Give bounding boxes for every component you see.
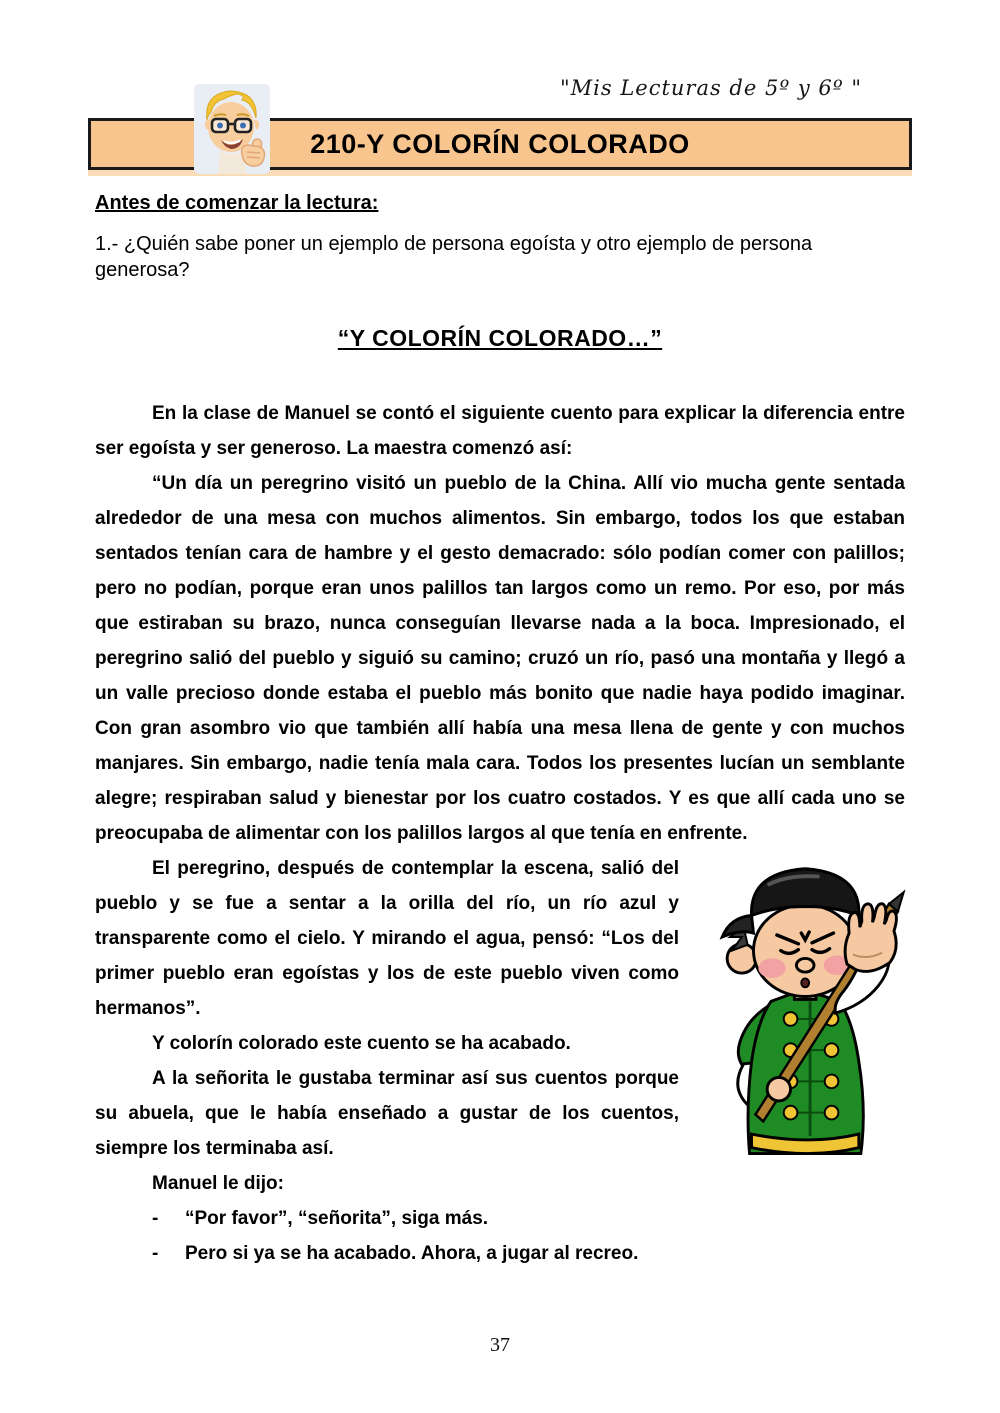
lesson-title: 210-Y COLORÍN COLORADO bbox=[310, 128, 690, 159]
dialogue-line: - “Por favor”, “señorita”, siga más. bbox=[95, 1201, 905, 1236]
pre-reading-heading: Antes de comenzar la lectura: bbox=[95, 192, 379, 214]
pre-reading-question: 1.- ¿Quién sabe poner un ejemplo de persona egoísta y otro ejemplo de persona generosa? bbox=[95, 233, 813, 281]
dialogue-line: - Pero si ya se ha acabado. Ahora, a jugar al recreo. bbox=[95, 1236, 905, 1271]
page-content bbox=[95, 192, 905, 1271]
story-paragraph: En la clase de Manuel se contó el siguiente cuento para explicar la diferencia entre ser egoísta y ser generoso. La maestra comenzó así: bbox=[95, 403, 905, 459]
story-paragraph: El peregrino, después de contemplar la escena, salió del pueblo y se fue a sentar a la orilla del río, un río azul y transparente como el cielo. Y mirando el agua, pensó: “Los del primer pueblo eran egoístas y los de este pueblo viven como hermanos”. bbox=[95, 858, 679, 1019]
story-paragraph: “Un día un peregrino visitó un pueblo de la China. Allí vio mucha gente sentada alrededor de una mesa con muchos alimentos. Sin embargo, todos los que estaban sentados tenían cara de hambre y el gesto demacrado: sólo podían comer con palillos; pero no podían, porque eran unos palillos tan largos como un remo. Por eso, por más que estiraban su brazo, nunca conseguían llevarse nada a la boca. Impresionado, el peregrino salió del pueblo y siguió su camino; cruzó un río, pasó una montaña y llegó a un valle precioso donde estaba el pueblo más bonito que nadie haya podido imaginar. Con gran asombro vio que también allí había una mesa llena de gente y con muchos manjares. Sin embargo, nadie tenía mala cara. Todos los presentes lucían un semblante alegre; respiraban salud y bienestar por los cuatro costados. Y es que allí cada uno se preocupaba de alimentar con los palillos largos al que tenía en enfrente. bbox=[95, 473, 905, 844]
boy-memoji-thumbs-up-icon bbox=[194, 84, 270, 174]
story-paragraph: Manuel le dijo: bbox=[152, 1173, 284, 1194]
story-paragraph: Y colorín colorado este cuento se ha acabado. bbox=[152, 1033, 571, 1054]
story-title: “Y COLORÍN COLORADO…” bbox=[337, 325, 663, 351]
story-body bbox=[95, 396, 905, 1271]
notebook-title: "Mis Lecturas de 5º y 6º " bbox=[559, 76, 862, 100]
page-number: 37 bbox=[490, 1334, 510, 1356]
dialogue-list bbox=[95, 1201, 905, 1271]
story-paragraph: A la señorita le gustaba terminar así sus cuentos porque su abuela, que le había enseñado a gustar de los cuentos, siempre los terminaba así. bbox=[95, 1068, 679, 1159]
chinese-pilgrim-illustration bbox=[699, 855, 927, 1177]
